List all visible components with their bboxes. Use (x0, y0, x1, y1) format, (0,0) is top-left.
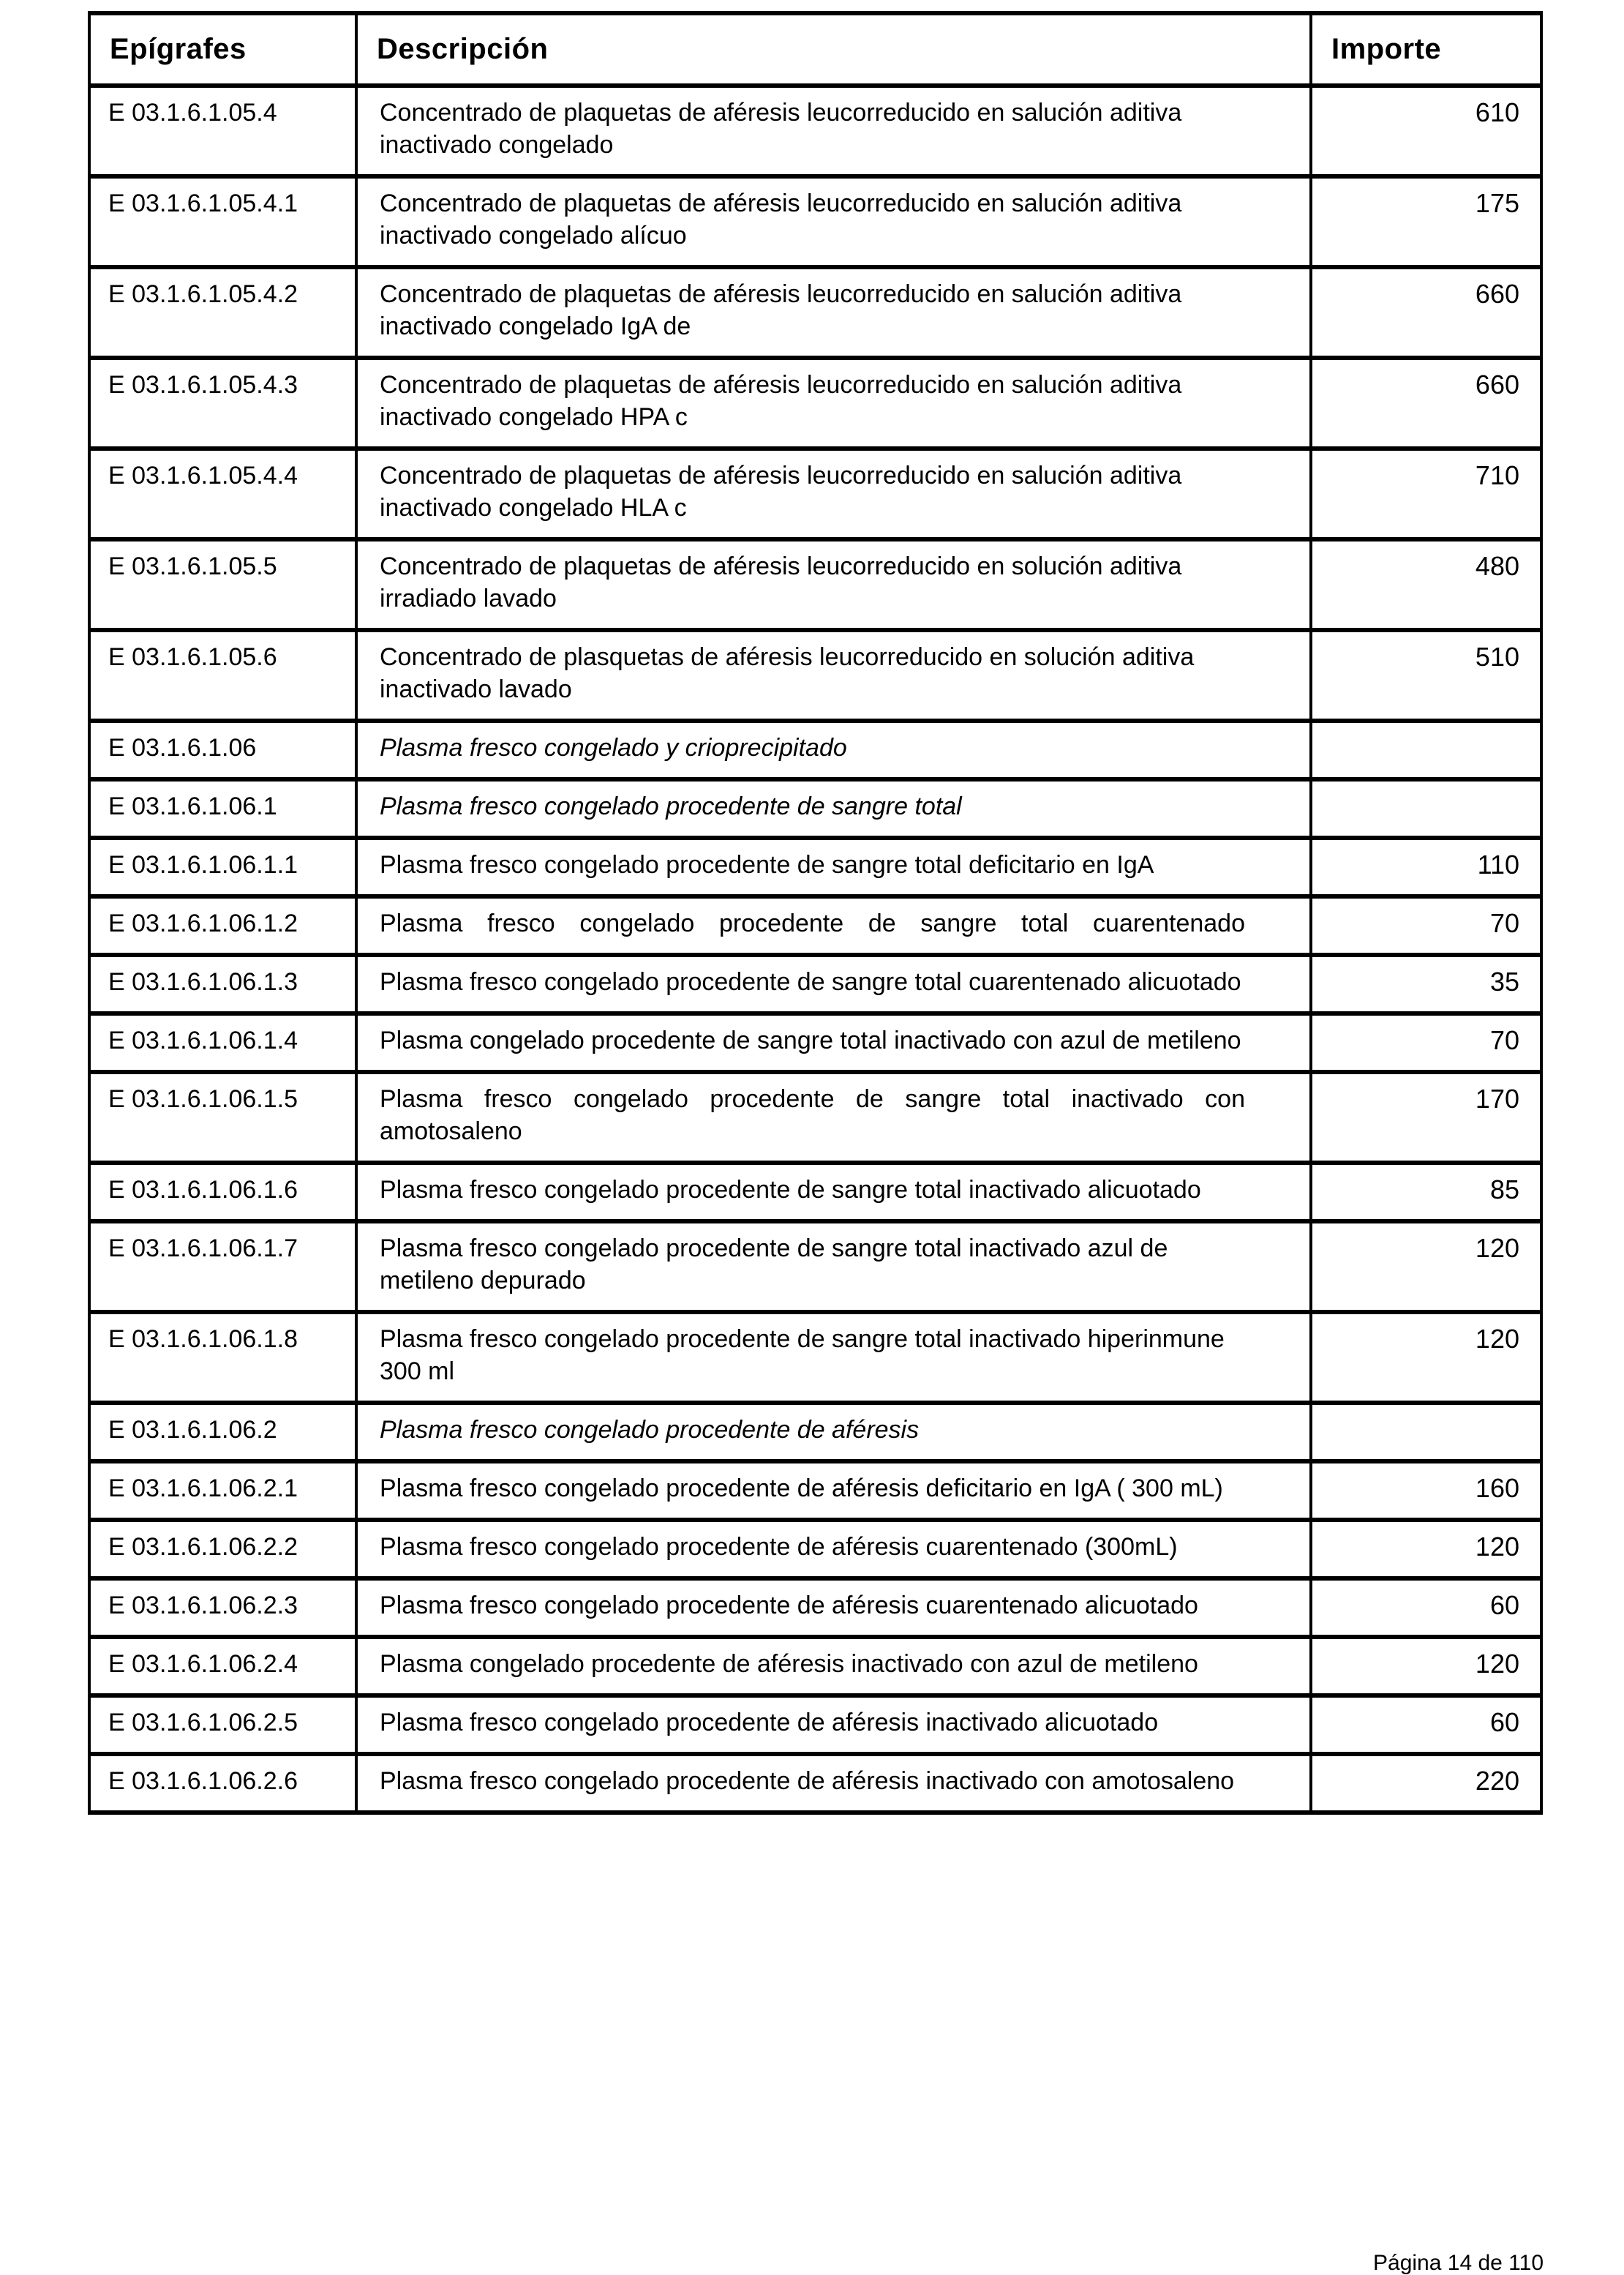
description-cell: Concentrado de plaquetas de aféresis leucorreducido en solución aditiva irradiado lavado (356, 539, 1311, 630)
table-row (89, 1695, 1541, 1754)
table-row (89, 176, 1541, 267)
header-descripcion: Descripción (356, 13, 1311, 86)
epigrafe-cell: E 03.1.6.1.06.1.1 (89, 838, 356, 896)
table-row (89, 86, 1541, 176)
table-row (89, 721, 1541, 779)
description-cell: Concentrado de plaquetas de aféresis leucorreducido en salución aditiva inactivado congelado (356, 86, 1311, 176)
description-cell: Plasma fresco congelado procedente de aféresis cuarentenado alicuotado (356, 1578, 1311, 1637)
description-cell: Plasma congelado procedente de sangre total inactivado con azul de metileno (356, 1013, 1311, 1072)
description-cell: Plasma fresco congelado procedente de aféresis deficitario en IgA ( 300 mL) (356, 1461, 1311, 1520)
table-row (89, 1163, 1541, 1221)
amount-cell: 120 (1311, 1221, 1541, 1312)
table-row (89, 1578, 1541, 1637)
table-row (89, 1637, 1541, 1695)
table-row (89, 358, 1541, 449)
table-row (89, 267, 1541, 358)
amount-cell: 70 (1311, 1013, 1541, 1072)
amount-cell: 60 (1311, 1695, 1541, 1754)
page-number-footer: Página 14 de 110 (1373, 2251, 1544, 2275)
amount-cell: 510 (1311, 630, 1541, 721)
description-cell: Concentrado de plaquetas de aféresis leucorreducido en salución aditiva inactivado congelado HLA c (356, 449, 1311, 539)
epigrafe-cell: E 03.1.6.1.06.1.6 (89, 1163, 356, 1221)
table-row (89, 1221, 1541, 1312)
table-row (89, 1312, 1541, 1403)
amount-cell (1311, 779, 1541, 838)
amount-cell: 610 (1311, 86, 1541, 176)
amount-cell: 660 (1311, 267, 1541, 358)
header-epigrafes: Epígrafes (89, 13, 356, 86)
amount-cell: 60 (1311, 1578, 1541, 1637)
amount-cell: 480 (1311, 539, 1541, 630)
table-row (89, 838, 1541, 896)
table-row (89, 1072, 1541, 1163)
epigrafe-cell: E 03.1.6.1.06.1.3 (89, 955, 356, 1013)
amount-cell: 160 (1311, 1461, 1541, 1520)
table-header (89, 13, 1541, 86)
description-cell: Plasma fresco congelado procedente de aféresis cuarentenado (300mL) (356, 1520, 1311, 1578)
epigrafe-cell: E 03.1.6.1.05.4.1 (89, 176, 356, 267)
amount-cell: 85 (1311, 1163, 1541, 1221)
epigrafe-cell: E 03.1.6.1.06.1.8 (89, 1312, 356, 1403)
epigrafe-cell: E 03.1.6.1.06.1 (89, 779, 356, 838)
table-row (89, 779, 1541, 838)
description-cell: Plasma fresco congelado procedente de sangre total inactivado hiperinmune 300 ml (356, 1312, 1311, 1403)
description-cell: Plasma fresco congelado procedente de aféresis inactivado con amotosaleno (356, 1754, 1311, 1813)
table-row (89, 1403, 1541, 1461)
epigrafe-cell: E 03.1.6.1.05.4 (89, 86, 356, 176)
epigrafe-cell: E 03.1.6.1.06.2.4 (89, 1637, 356, 1695)
amount-cell: 70 (1311, 896, 1541, 955)
amount-cell: 120 (1311, 1312, 1541, 1403)
epigrafe-cell: E 03.1.6.1.05.6 (89, 630, 356, 721)
epigrafe-cell: E 03.1.6.1.06.2.5 (89, 1695, 356, 1754)
epigrafe-cell: E 03.1.6.1.06.2.6 (89, 1754, 356, 1813)
epigrafe-cell: E 03.1.6.1.06.1.5 (89, 1072, 356, 1163)
epigrafe-cell: E 03.1.6.1.05.4.4 (89, 449, 356, 539)
epigrafe-cell: E 03.1.6.1.06.2.1 (89, 1461, 356, 1520)
amount-cell: 175 (1311, 176, 1541, 267)
amount-cell: 120 (1311, 1637, 1541, 1695)
description-cell: Plasma fresco congelado procedente de aféresis (356, 1403, 1311, 1461)
header-importe: Importe (1311, 13, 1541, 86)
description-cell: Plasma congelado procedente de aféresis inactivado con azul de metileno (356, 1637, 1311, 1695)
epigrafe-cell: E 03.1.6.1.06.2 (89, 1403, 356, 1461)
tariff-table (88, 11, 1543, 1815)
description-cell: Concentrado de plasquetas de aféresis leucorreducido en solución aditiva inactivado lavado (356, 630, 1311, 721)
table-body (89, 86, 1541, 1813)
table-row (89, 1461, 1541, 1520)
amount-cell: 220 (1311, 1754, 1541, 1813)
description-cell: Plasma fresco congelado y crioprecipitado (356, 721, 1311, 779)
table-row (89, 1520, 1541, 1578)
header-row (89, 13, 1541, 86)
description-cell: Concentrado de plaquetas de aféresis leucorreducido en salución aditiva inactivado congelado alícuo (356, 176, 1311, 267)
epigrafe-cell: E 03.1.6.1.06.1.7 (89, 1221, 356, 1312)
table-row (89, 955, 1541, 1013)
amount-cell: 170 (1311, 1072, 1541, 1163)
amount-cell (1311, 721, 1541, 779)
table-row (89, 896, 1541, 955)
description-cell: Plasma fresco congelado procedente de aféresis inactivado alicuotado (356, 1695, 1311, 1754)
epigrafe-cell: E 03.1.6.1.06.1.2 (89, 896, 356, 955)
table-row (89, 449, 1541, 539)
epigrafe-cell: E 03.1.6.1.06 (89, 721, 356, 779)
table-row (89, 1013, 1541, 1072)
epigrafe-cell: E 03.1.6.1.05.4.3 (89, 358, 356, 449)
description-cell: Concentrado de plaquetas de aféresis leucorreducido en salución aditiva inactivado congelado HPA c (356, 358, 1311, 449)
epigrafe-cell: E 03.1.6.1.05.5 (89, 539, 356, 630)
epigrafe-cell: E 03.1.6.1.05.4.2 (89, 267, 356, 358)
table-row (89, 630, 1541, 721)
amount-cell: 710 (1311, 449, 1541, 539)
description-cell: Plasma fresco congelado procedente de sangre total cuarentenado alicuotado (356, 955, 1311, 1013)
description-cell: Plasma fresco congelado procedente de sangre total inactivado azul de metileno depurado (356, 1221, 1311, 1312)
amount-cell: 110 (1311, 838, 1541, 896)
description-cell: Plasma fresco congelado procedente de sangre total (356, 779, 1311, 838)
amount-cell: 660 (1311, 358, 1541, 449)
epigrafe-cell: E 03.1.6.1.06.2.3 (89, 1578, 356, 1637)
description-cell: Plasma fresco congelado procedente de sangre total cuarentenado (356, 896, 1311, 955)
table-row (89, 539, 1541, 630)
epigrafe-cell: E 03.1.6.1.06.1.4 (89, 1013, 356, 1072)
description-cell: Plasma fresco congelado procedente de sangre total inactivado alicuotado (356, 1163, 1311, 1221)
amount-cell: 120 (1311, 1520, 1541, 1578)
amount-cell (1311, 1403, 1541, 1461)
description-cell: Plasma fresco congelado procedente de sangre total deficitario en IgA (356, 838, 1311, 896)
description-cell: Concentrado de plaquetas de aféresis leucorreducido en salución aditiva inactivado congelado IgA de (356, 267, 1311, 358)
amount-cell: 35 (1311, 955, 1541, 1013)
table-row (89, 1754, 1541, 1813)
description-cell: Plasma fresco congelado procedente de sangre total inactivado con amotosaleno (356, 1072, 1311, 1163)
epigrafe-cell: E 03.1.6.1.06.2.2 (89, 1520, 356, 1578)
